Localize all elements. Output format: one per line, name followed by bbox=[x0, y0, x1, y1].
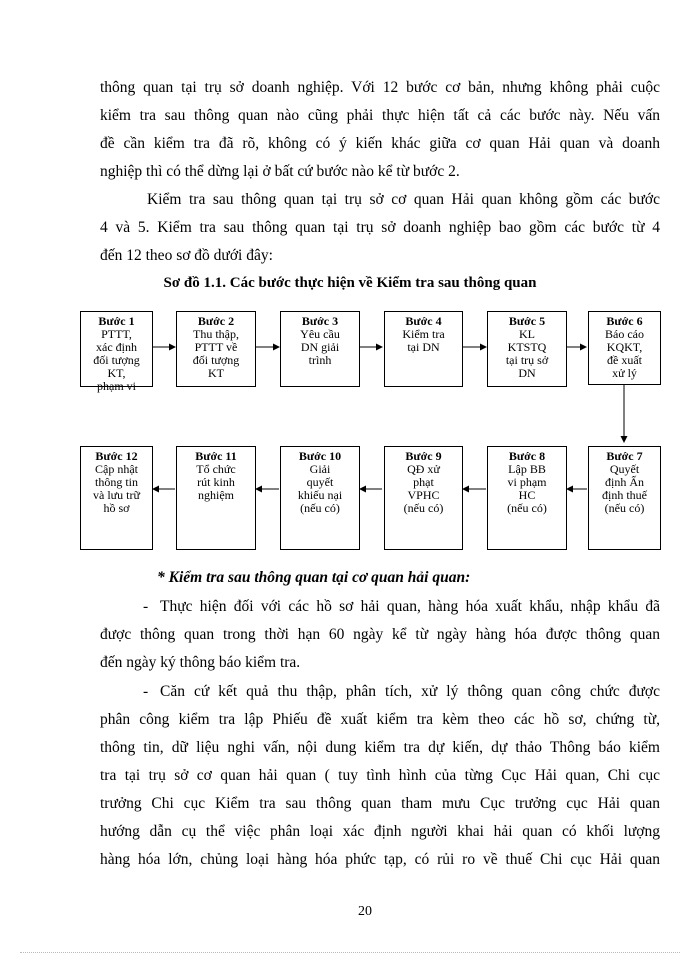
step-2-desc-1: Thu thập, bbox=[193, 327, 239, 341]
step-12-title: Bước 12 bbox=[95, 449, 138, 463]
step-12-box bbox=[80, 446, 153, 550]
step-12-desc-1: Cập nhật bbox=[95, 462, 138, 476]
step-4-box bbox=[384, 311, 463, 387]
step-6-desc-4: xử lý bbox=[612, 366, 637, 380]
step-1-title: Bước 1 bbox=[98, 314, 135, 328]
step-6-desc-1: Báo cáo bbox=[605, 327, 644, 341]
step-5-desc-4: DN bbox=[518, 366, 536, 380]
step-6-title: Bước 6 bbox=[606, 314, 643, 328]
step-8-desc-4: (nếu có) bbox=[507, 501, 547, 515]
step-1-desc-5: phạm vi bbox=[97, 379, 136, 393]
step-6-desc-2: KQKT, bbox=[606, 340, 643, 354]
step-8-desc-3: HC bbox=[518, 488, 536, 502]
step-5-box bbox=[487, 311, 567, 387]
step-9-desc-2: phạt bbox=[413, 475, 434, 489]
bullet-1-line-1: Thực hiện đối với các hồ sơ hải quan, hàng hóa xuất khẩu, nhập khẩu đã bbox=[160, 598, 660, 615]
paragraph-1-line-3: đề cần kiểm tra đã rõ, không có ý kiến khác giữa cơ quan Hải quan và doanh bbox=[100, 135, 660, 152]
step-3-desc-1: Yêu cầu bbox=[300, 327, 340, 341]
step-12-desc-3: và lưu trữ bbox=[93, 488, 140, 502]
bullet-2-line-1: Căn cứ kết quả thu thập, phân tích, xử lý thông quan công chức được bbox=[160, 683, 660, 700]
step-10-desc-3: khiếu nại bbox=[297, 488, 343, 502]
step-11-desc-3: nghiệm bbox=[198, 488, 234, 502]
step-8-box bbox=[487, 446, 567, 550]
step-7-desc-2: định Ấn bbox=[605, 475, 644, 489]
step-9-desc-3: VPHC bbox=[407, 488, 440, 502]
paragraph-1-line-1: thông quan tại trụ sở doanh nghiệp. Với 12 bước cơ bản, nhưng không phải cuộc bbox=[100, 79, 660, 96]
step-1-box bbox=[80, 311, 153, 393]
step-9-box bbox=[384, 446, 463, 550]
step-12-desc-2: thông tin bbox=[94, 475, 138, 489]
step-7-desc-4: (nếu có) bbox=[604, 501, 645, 515]
page-number: 20 bbox=[358, 904, 372, 919]
step-10-desc-2: quyết bbox=[306, 475, 334, 489]
step-7-desc-1: Quyết bbox=[609, 462, 640, 476]
step-1-desc-4: KT, bbox=[107, 366, 126, 380]
step-6-box bbox=[588, 311, 661, 385]
bullet-2-line-5: trưởng Chi cục Kiểm tra sau thông quan tham mưu Cục trưởng cục Hải quan bbox=[100, 795, 660, 812]
paragraph-1-line-4: nghiệp thì có thể dừng lại ở bất cứ bước nào kể từ bước 2. bbox=[100, 163, 460, 180]
step-4-title: Bước 4 bbox=[405, 314, 442, 328]
step-5-desc-2: KTSTQ bbox=[507, 340, 547, 354]
step-11-box bbox=[176, 446, 256, 550]
paragraph-2-line-3: đến 12 theo sơ đồ dưới đây: bbox=[100, 247, 273, 264]
bullet-2-line-3: thông tin, dữ liệu nghi vấn, nội dung kiểm tra dự kiến, dự thảo Thông báo kiểm bbox=[100, 739, 660, 756]
bullet-2-line-6: hướng dẫn cụ thể việc phân loại xác định người khai hải quan có khối lượng bbox=[100, 823, 660, 840]
paragraph-2-line-1: Kiểm tra sau thông quan tại trụ sở cơ quan Hải quan không gồm các bước bbox=[147, 191, 660, 208]
diagram-caption: Sơ đồ 1.1. Các bước thực hiện về Kiểm tra sau thông quan bbox=[163, 275, 537, 291]
step-11-desc-2: rút kinh bbox=[197, 475, 235, 489]
step-7-desc-3: định thuế bbox=[602, 488, 647, 502]
step-10-box bbox=[280, 446, 360, 550]
step-11-title: Bước 11 bbox=[195, 449, 237, 463]
step-3-title: Bước 3 bbox=[301, 314, 339, 328]
step-10-desc-1: Giải bbox=[309, 462, 331, 476]
section-heading: * Kiểm tra sau thông quan tại cơ quan hải quan: bbox=[157, 569, 471, 586]
bullet-2-line-7: hàng hóa lớn, chủng loại hàng hóa phức tạp, có rủi ro về thuế Chi cục Hải quan bbox=[100, 851, 660, 868]
step-2-desc-4: KT bbox=[208, 366, 224, 380]
step-8-title: Bước 8 bbox=[508, 449, 546, 463]
step-3-desc-3: trình bbox=[308, 353, 332, 367]
bullet-2-line-2: phân công kiểm tra lập Phiếu đề xuất kiểm tra kèm theo các hồ sơ, chứng từ, bbox=[100, 711, 660, 728]
paragraph-2-line-2: 4 và 5. Kiểm tra sau thông quan tại trụ sở doanh nghiệp bao gồm các bước từ 4 bbox=[100, 219, 660, 236]
page-bottom-rule bbox=[20, 952, 680, 953]
step-2-desc-3: đối tượng bbox=[192, 353, 240, 367]
step-2-desc-2: PTTT về bbox=[194, 340, 238, 354]
step-9-desc-4: (nếu có) bbox=[403, 501, 444, 515]
step-2-title: Bước 2 bbox=[197, 314, 235, 328]
step-1-desc-1: PTTT, bbox=[101, 327, 132, 341]
bullet-2-mark: - bbox=[143, 683, 149, 700]
step-10-title: Bước 10 bbox=[298, 449, 342, 463]
step-9-desc-1: QĐ xử bbox=[407, 462, 440, 476]
step-10-desc-4: (nếu có) bbox=[300, 501, 340, 515]
step-6-desc-3: đề xuất bbox=[607, 353, 642, 367]
step-12-desc-4: hồ sơ bbox=[103, 501, 130, 515]
bullet-1-line-3: đến ngày ký thông báo kiểm tra. bbox=[100, 654, 301, 671]
step-5-desc-1: KL bbox=[519, 327, 535, 341]
step-5-title: Bước 5 bbox=[508, 314, 546, 328]
step-1-desc-3: đối tượng bbox=[93, 353, 140, 367]
step-8-desc-2: vi phạm bbox=[507, 475, 547, 489]
paragraph-1-line-2: kiểm tra sau thông quan nào cũng phải thực hiện tất cả các bước này. Nếu vấn bbox=[100, 107, 660, 124]
step-1-desc-2: xác định bbox=[96, 340, 137, 354]
step-9-title: Bước 9 bbox=[405, 449, 442, 463]
step-5-desc-3: tại trụ sở bbox=[505, 353, 549, 367]
step-2-box bbox=[176, 311, 256, 387]
step-4-desc-1: Kiểm tra bbox=[402, 327, 445, 341]
bullet-1-mark: - bbox=[143, 598, 149, 615]
bullet-1-line-2: được thông quan trong thời hạn 60 ngày kể từ ngày hàng hóa được thông quan bbox=[100, 626, 660, 643]
step-3-desc-2: DN giải bbox=[300, 340, 340, 354]
step-3-box bbox=[280, 311, 360, 387]
step-7-title: Bước 7 bbox=[606, 449, 643, 463]
step-11-desc-1: Tổ chức bbox=[196, 462, 236, 476]
step-8-desc-1: Lập BB bbox=[508, 462, 546, 476]
bullet-2-line-4: tra tại trụ sở cơ quan hải quan ( tuy tình hình của từng Cục Hải quan, Chi cục bbox=[100, 767, 660, 784]
step-4-desc-2: tại DN bbox=[407, 340, 440, 354]
step-7-box bbox=[588, 446, 661, 550]
